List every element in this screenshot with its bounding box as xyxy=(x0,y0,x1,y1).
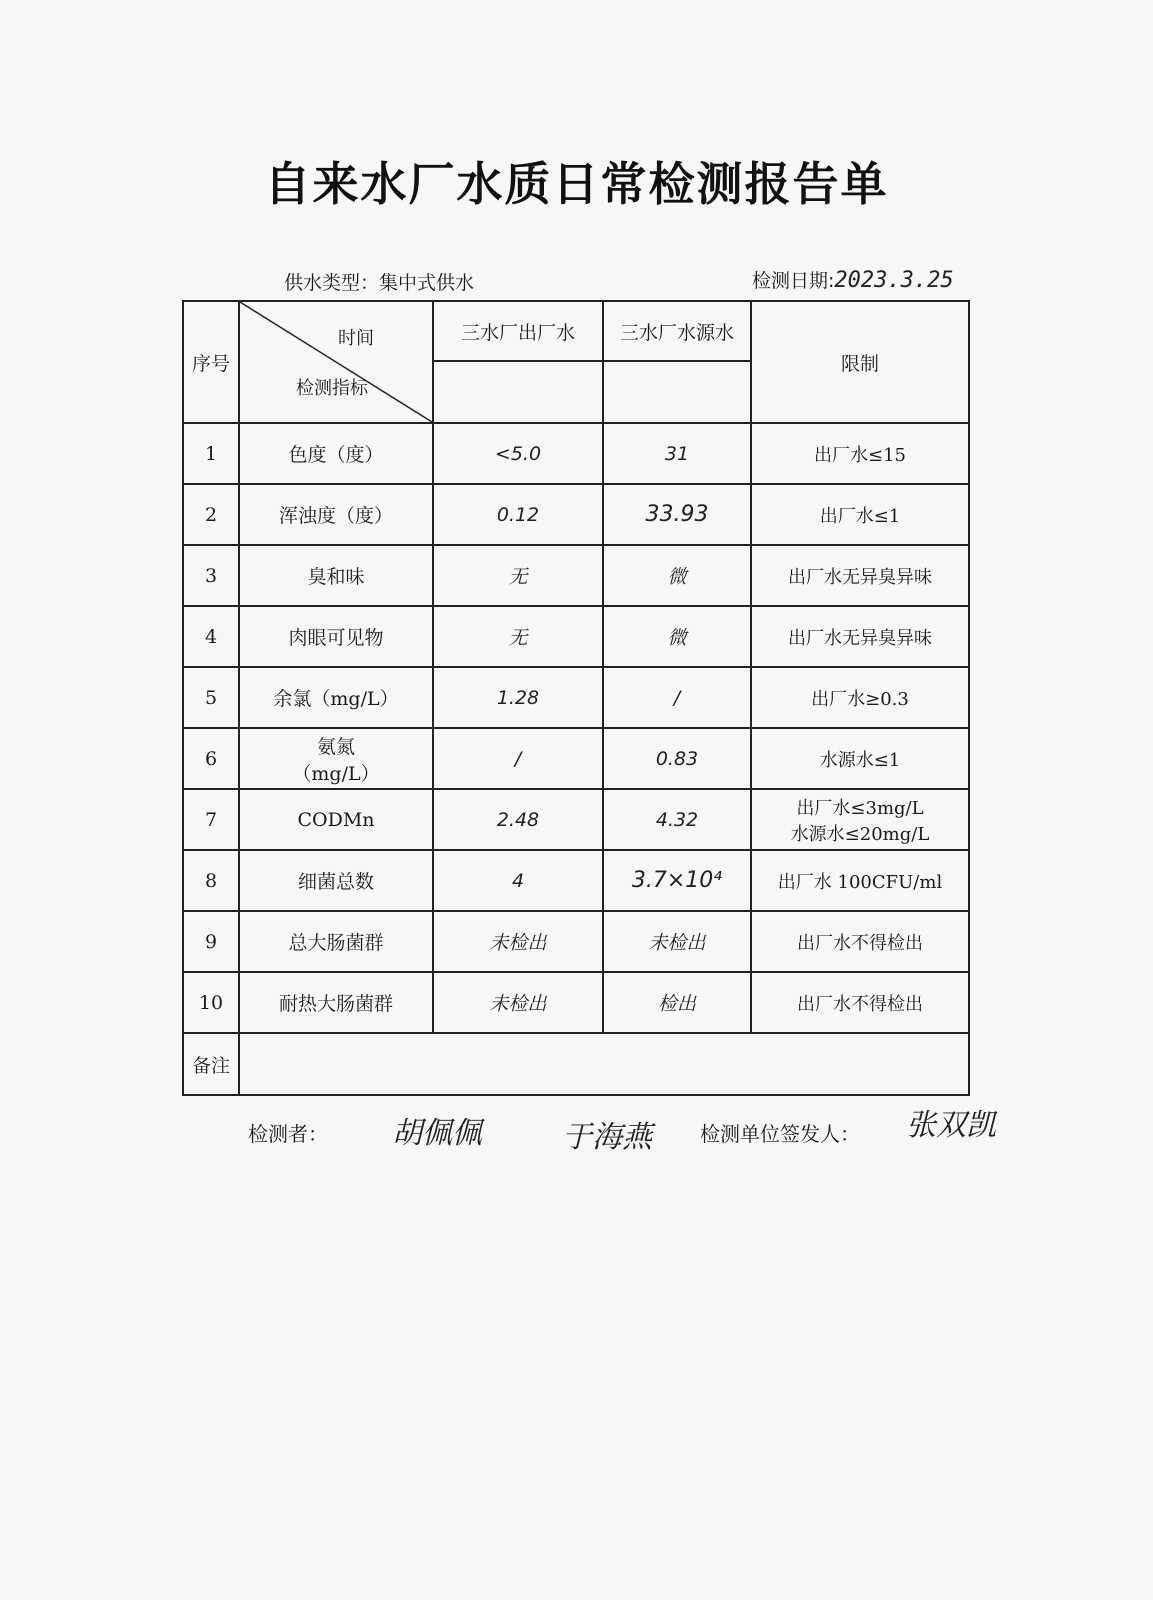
row-number: 1 xyxy=(183,423,239,484)
table-row xyxy=(183,606,969,667)
row-number: 6 xyxy=(183,728,239,789)
limit-value: 出厂水≥0.3 xyxy=(751,667,969,728)
col2-sub xyxy=(603,361,751,423)
factory-value: 4 xyxy=(433,850,603,911)
source-value: 0.83 xyxy=(603,728,751,789)
report-table xyxy=(182,300,970,1096)
source-value: 微 xyxy=(603,545,751,606)
table-row xyxy=(183,911,969,972)
tester2-signature: 于海燕 xyxy=(562,1120,652,1155)
report-title: 自来水厂水质日常检测报告单 xyxy=(264,157,889,211)
date-label: 检测日期: xyxy=(752,270,835,292)
indicator-header: 检测指标 xyxy=(296,378,368,399)
limit-value: 出厂水≤3mg/L 水源水≤20mg/L xyxy=(751,789,969,850)
source-value: 未检出 xyxy=(603,911,751,972)
remarks-label: 备注 xyxy=(183,1033,239,1095)
source-value: 31 xyxy=(603,423,751,484)
source-value: 3.7×10⁴ xyxy=(603,850,751,911)
source-value: / xyxy=(603,667,751,728)
table-row xyxy=(183,850,969,911)
table-row xyxy=(183,484,969,545)
source-value: 33.93 xyxy=(603,484,751,545)
date-value: 2023.3.25 xyxy=(834,268,954,293)
table-row xyxy=(183,667,969,728)
col2-header: 三水厂水源水 xyxy=(603,301,751,361)
limit-value: 出厂水不得检出 xyxy=(751,972,969,1033)
remarks-value xyxy=(239,1033,969,1095)
indicator-name: 细菌总数 xyxy=(239,850,433,911)
signer-signature: 张双凯 xyxy=(906,1108,996,1143)
row-number: 8 xyxy=(183,850,239,911)
source-value: 4.32 xyxy=(603,789,751,850)
table-row xyxy=(183,423,969,484)
time-header: 时间 xyxy=(338,328,374,349)
factory-value: 0.12 xyxy=(433,484,603,545)
row-number: 10 xyxy=(183,972,239,1033)
table-row xyxy=(183,545,969,606)
factory-value: 2.48 xyxy=(433,789,603,850)
indicator-name: 总大肠菌群 xyxy=(239,911,433,972)
factory-value: 无 xyxy=(433,545,603,606)
indicator-name: 色度（度） xyxy=(239,423,433,484)
indicator-name: CODMn xyxy=(239,789,433,850)
table-row xyxy=(183,728,969,789)
limit-value: 出厂水无异臭异味 xyxy=(751,606,969,667)
table-row xyxy=(183,789,969,850)
table-row xyxy=(183,972,969,1033)
row-number: 9 xyxy=(183,911,239,972)
factory-value: 1.28 xyxy=(433,667,603,728)
factory-value: <5.0 xyxy=(433,423,603,484)
col1-header: 三水厂出厂水 xyxy=(433,301,603,361)
signer-label: 检测单位签发人： xyxy=(700,1122,860,1146)
indicator-name: 臭和味 xyxy=(239,545,433,606)
tester1-signature: 胡佩佩 xyxy=(392,1116,482,1151)
seq-header: 序号 xyxy=(183,301,239,423)
row-number: 5 xyxy=(183,667,239,728)
limit-header: 限制 xyxy=(751,301,969,423)
limit-value: 出厂水 100CFU/ml xyxy=(751,850,969,911)
indicator-name: 肉眼可见物 xyxy=(239,606,433,667)
col1-sub xyxy=(433,361,603,423)
supply-type: 供水类型：集中式供水 xyxy=(284,272,475,294)
test-date xyxy=(752,266,954,293)
limit-value: 出厂水≤1 xyxy=(751,484,969,545)
row-number: 4 xyxy=(183,606,239,667)
factory-value: 未检出 xyxy=(433,911,603,972)
indicator-name: 浑浊度（度） xyxy=(239,484,433,545)
source-value: 检出 xyxy=(603,972,751,1033)
row-number: 3 xyxy=(183,545,239,606)
limit-value: 出厂水不得检出 xyxy=(751,911,969,972)
tester-label: 检测者： xyxy=(248,1122,328,1146)
indicator-name: 氨氮 （mg/L） xyxy=(239,728,433,789)
limit-value: 出厂水≤15 xyxy=(751,423,969,484)
factory-value: / xyxy=(433,728,603,789)
diagonal-header xyxy=(239,301,433,423)
limit-value: 出厂水无异臭异味 xyxy=(751,545,969,606)
limit-value: 水源水≤1 xyxy=(751,728,969,789)
factory-value: 未检出 xyxy=(433,972,603,1033)
indicator-name: 耐热大肠菌群 xyxy=(239,972,433,1033)
row-number: 7 xyxy=(183,789,239,850)
factory-value: 无 xyxy=(433,606,603,667)
row-number: 2 xyxy=(183,484,239,545)
source-value: 微 xyxy=(603,606,751,667)
indicator-name: 余氯（mg/L） xyxy=(239,667,433,728)
